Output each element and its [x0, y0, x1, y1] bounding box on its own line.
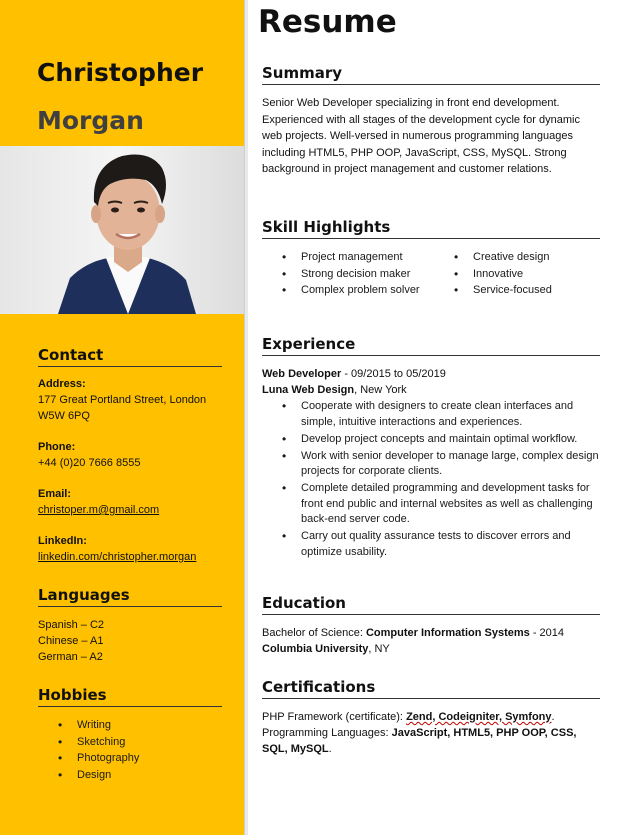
profile-photo: [0, 146, 244, 314]
profile-photo-illustration: [0, 146, 244, 314]
skill-item: • Complex problem solver: [282, 282, 442, 299]
languages-list: [38, 617, 104, 665]
cert-languages-b: SQL, MySQL: [262, 743, 329, 755]
languages-heading: Languages: [38, 586, 222, 607]
cert-line1-prefix: PHP Framework (certificate):: [262, 711, 407, 723]
hobby-item: • Sketching: [58, 734, 139, 751]
experience-bullet: • Complete detailed programming and development tasks for front end public and internal websites as well as challenging back-end server code.: [282, 481, 602, 528]
last-name: Morgan: [37, 106, 144, 135]
experience-bullets: [282, 399, 602, 562]
first-name: Christopher: [37, 58, 204, 87]
school-name: Columbia University: [262, 643, 369, 655]
skill-item: • Creative design: [454, 249, 594, 266]
phone-label: Phone:: [38, 441, 76, 453]
cert-languages-a: JavaScript, HTML5, PHP OOP, CSS,: [391, 727, 577, 739]
skill-item: • Strong decision maker: [282, 266, 442, 283]
hobby-item: • Writing: [58, 717, 139, 734]
email-link[interactable]: christoper.m@gmail.com: [38, 504, 160, 516]
cert-line1-end: .: [551, 711, 555, 723]
language-item: German – A2: [38, 651, 103, 663]
certifications-text: [262, 709, 602, 757]
experience-bullet: • Develop project concepts and maintain optimal workflow.: [282, 432, 602, 448]
phone-block: [38, 439, 140, 471]
address-label: Address:: [38, 378, 86, 390]
job-header: [262, 366, 602, 398]
job-location: , New York: [354, 384, 407, 396]
document-title: Resume: [258, 4, 397, 40]
skills-heading: Skill Highlights: [262, 218, 600, 239]
skill-item: • Innovative: [454, 266, 594, 283]
experience-bullet: • Work with senior developer to manage large, complex design projects for corporate clients.: [282, 449, 602, 480]
cert-frameworks: Zend, Codeigniter, Symfony: [406, 711, 552, 723]
hobbies-list: [58, 717, 139, 783]
skill-item: • Service-focused: [454, 282, 594, 299]
email-label: Email:: [38, 488, 72, 500]
sidebar-divider: [244, 0, 248, 835]
address-line1: 177 Great Portland Street, London: [38, 394, 207, 406]
skill-item: • Project management: [282, 249, 442, 266]
summary-heading: Summary: [262, 64, 600, 85]
experience-bullet: • Cooperate with designers to create clean interfaces and simple, intuitive interactions and experiences.: [282, 399, 602, 430]
job-dates: - 09/2015 to 05/2019: [341, 368, 446, 380]
address-block: [38, 376, 206, 424]
contact-heading: Contact: [38, 346, 222, 367]
education-text: [262, 625, 602, 657]
experience-heading: Experience: [262, 335, 600, 356]
language-item: Chinese – A1: [38, 635, 104, 647]
hobby-item: • Design: [58, 767, 139, 784]
job-role: Web Developer: [262, 368, 342, 380]
education-heading: Education: [262, 594, 600, 615]
linkedin-label: LinkedIn:: [38, 535, 87, 547]
skills-list-left: [282, 249, 442, 299]
school-location: , NY: [368, 643, 390, 655]
summary-text: Senior Web Developer specializing in front end development. Experienced with all stages of the development cycle for dynamic web projects. Well-versed in numerous programming languages including HTML5, PHP OOP, JavaScript, CSS, MySQL. Strong background in project management and customer relations.: [262, 97, 580, 175]
cert-line2-end: .: [328, 743, 332, 755]
linkedin-block: [38, 533, 196, 565]
email-block: [38, 486, 159, 518]
degree-year: - 2014: [529, 627, 565, 639]
language-item: Spanish – C2: [38, 619, 105, 631]
degree-major: Computer Information Systems: [365, 627, 530, 639]
certifications-heading: Certifications: [262, 678, 600, 699]
cert-line2-prefix: Programming Languages:: [262, 727, 392, 739]
degree-prefix: Bachelor of Science:: [262, 627, 366, 639]
linkedin-link[interactable]: linkedin.com/christopher.morgan: [38, 551, 197, 563]
address-line2: W5W 6PQ: [38, 410, 90, 422]
job-company: Luna Web Design: [262, 384, 355, 396]
hobby-item: • Photography: [58, 750, 139, 767]
phone-number: +44 (0)20 7666 8555: [38, 457, 141, 469]
hobbies-heading: Hobbies: [38, 686, 222, 707]
experience-bullet: • Carry out quality assurance tests to discover errors and optimize usability.: [282, 529, 602, 560]
skills-list-right: [454, 249, 594, 299]
